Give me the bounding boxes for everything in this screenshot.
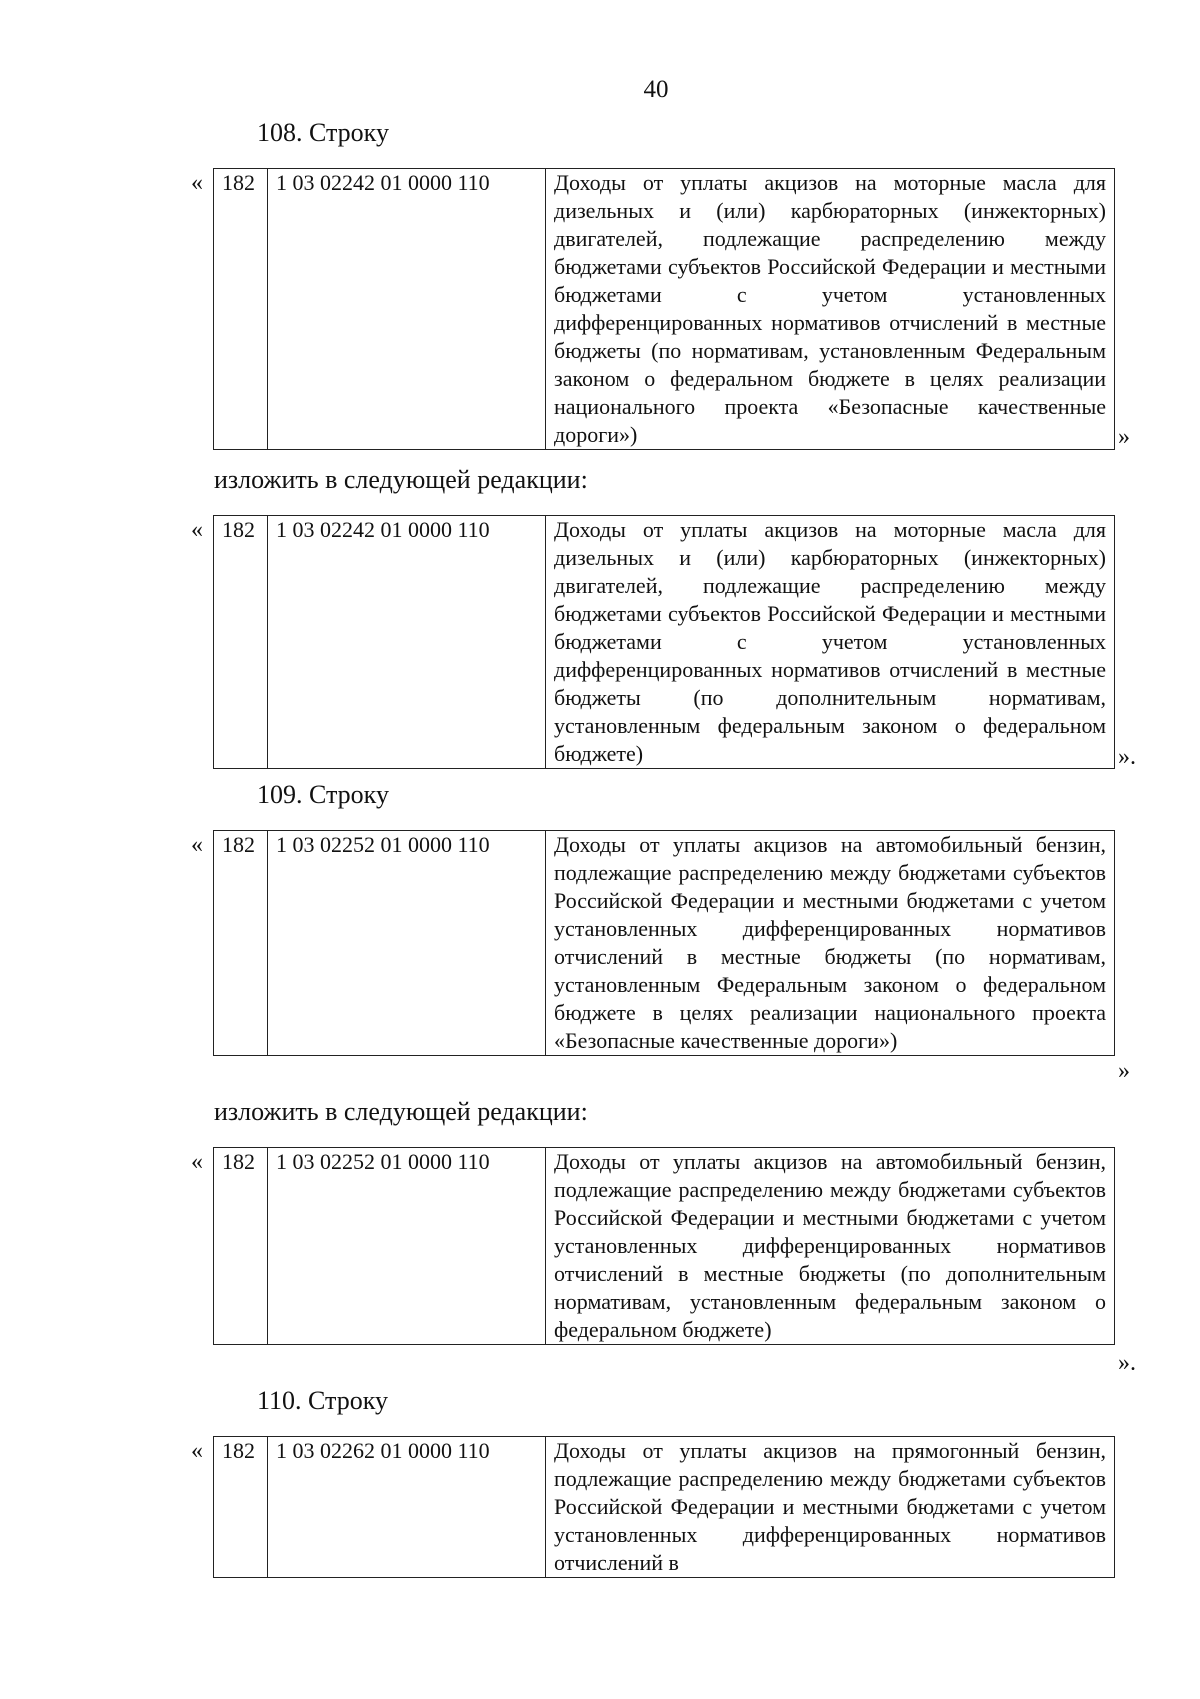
instruction-text: изложить в следующей редакции: [214,1097,588,1126]
page-number: 40 [643,76,669,103]
kbk-cell: 1 03 02242 01 0000 110 [268,516,546,769]
section-heading: 110. Строку [257,1386,388,1415]
description-cell: Доходы от уплаты акцизов на моторные масла для дизельных и (или) карбюраторных (инжекторных) двигателей, подлежащие распределению между бюджетами субъектов Российской Федерации и местными бюджетами с учетом установленных дифференцированных нормативов отчислений в местные бюджеты (по нормативам, установленным Федеральным законом о федеральном бюджете в целях реализации национального проекта «Безопасные качественные дороги») [546,169,1115,450]
open-quote: « [191,517,203,543]
new-row-table [213,1147,1115,1345]
kbk-cell: 1 03 02242 01 0000 110 [268,169,546,450]
close-quote: ». [1118,744,1136,770]
kbk-cell: 1 03 02252 01 0000 110 [268,831,546,1056]
description-cell: Доходы от уплаты акцизов на автомобильный бензин, подлежащие распределению между бюджетами субъектов Российской Федерации и местными бюджетами с учетом установленных дифференцированных нормативов отчислений в местные бюджеты (по дополнительным нормативам, установленным федеральным законом о федеральном бюджете) [546,1148,1115,1345]
new-row-table [213,515,1115,769]
budget-code-cell: 182 [214,516,268,769]
old-row-table [213,168,1115,450]
old-row-table [213,1436,1115,1578]
description-cell: Доходы от уплаты акцизов на моторные масла для дизельных и (или) карбюраторных (инжекторных) двигателей, подлежащие распределению между бюджетами субъектов Российской Федерации и местными бюджетами с учетом установленных дифференцированных нормативов отчислений в местные бюджеты (по дополнительным нормативам, установленным федеральным законом о федеральном бюджете) [546,516,1115,769]
instruction-text: изложить в следующей редакции: [214,465,588,494]
old-row-table [213,830,1115,1056]
open-quote: « [191,832,203,858]
table-row [214,831,1115,1056]
budget-code-cell: 182 [214,1437,268,1578]
close-quote: ». [1118,1350,1136,1376]
table-row [214,1148,1115,1345]
open-quote: « [191,1149,203,1175]
section-heading: 109. Строку [257,780,389,809]
close-quote: » [1118,1058,1130,1084]
open-quote: « [191,1438,203,1464]
open-quote: « [191,170,203,196]
table-row [214,1437,1115,1578]
budget-code-cell: 182 [214,169,268,450]
kbk-cell: 1 03 02252 01 0000 110 [268,1148,546,1345]
table-row [214,169,1115,450]
budget-code-cell: 182 [214,1148,268,1345]
close-quote: » [1118,424,1130,450]
section-heading: 108. Строку [257,118,389,147]
description-cell: Доходы от уплаты акцизов на прямогонный бензин, подлежащие распределению между бюджетами субъектов Российской Федерации и местными бюджетами с учетом установленных дифференцированных нормативов отчислений в [546,1437,1115,1578]
kbk-cell: 1 03 02262 01 0000 110 [268,1437,546,1578]
page-break-clip [205,1436,1135,1584]
budget-code-cell: 182 [214,831,268,1056]
description-cell: Доходы от уплаты акцизов на автомобильный бензин, подлежащие распределению между бюджетами субъектов Российской Федерации и местными бюджетами с учетом установленных дифференцированных нормативов отчислений в местные бюджеты (по нормативам, установленным Федеральным законом о федеральном бюджете в целях реализации национального проекта «Безопасные качественные дороги») [546,831,1115,1056]
table-row [214,516,1115,769]
